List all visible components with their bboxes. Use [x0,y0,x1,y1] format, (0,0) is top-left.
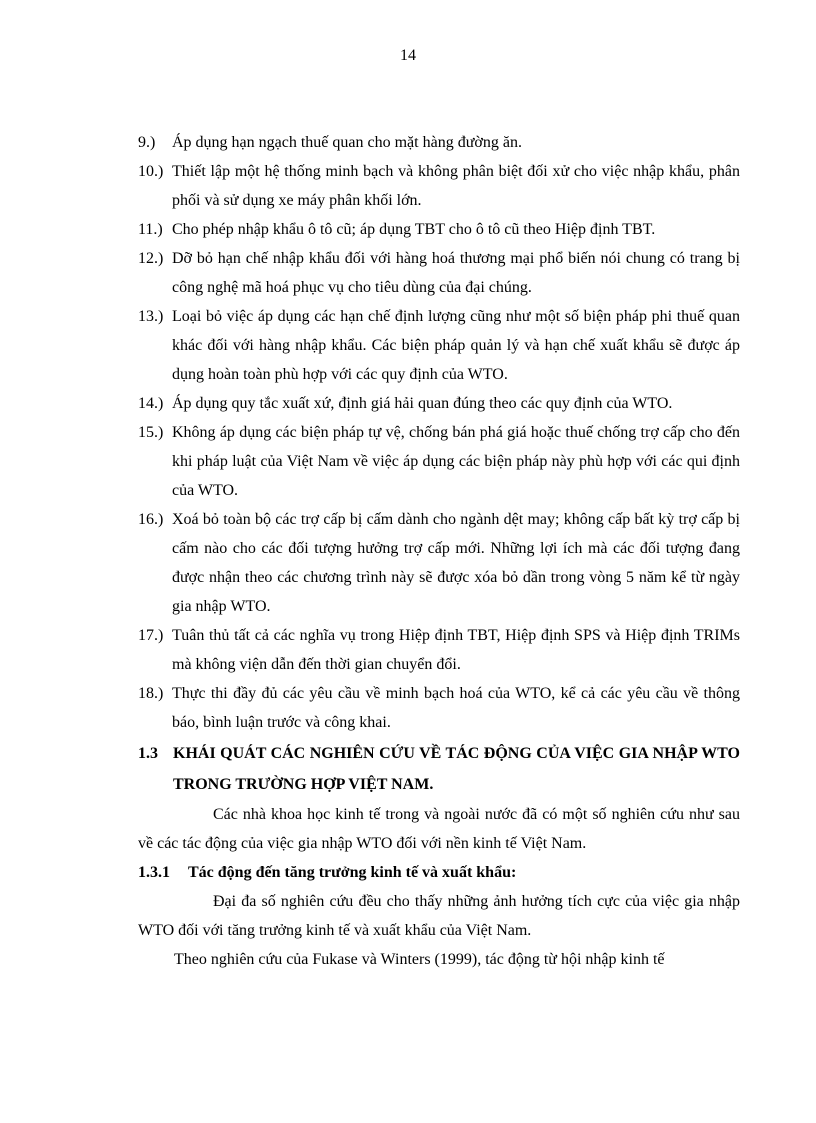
list-item-14 [138,389,740,418]
list-item-13 [138,302,740,389]
list-item-10 [138,157,740,215]
list-item-number: 12.) [138,250,164,267]
list-item-text: Dỡ bỏ hạn chế nhập khẩu đối với hàng hoá thương mại phổ biến nói chung có trang bị công nghệ mã hoá phục vụ cho tiêu dùng của đại chúng. [172,250,740,296]
list-item-17 [138,621,740,679]
list-item-number: 15.) [138,424,164,441]
list-item-12 [138,244,740,302]
subsection-paragraph-1: Đại đa số nghiên cứu đều cho thấy những ảnh hưởng tích cực của việc gia nhập WTO đối với tăng trưởng kinh tế và xuất khẩu của Việt Nam. [138,893,740,939]
document-body [138,128,740,974]
list-item-number: 11.) [138,221,163,238]
list-item-16 [138,505,740,621]
subsection-number: 1.3.1 [138,864,170,881]
list-item-number: 13.) [138,308,164,325]
subsection-title: Tác động đến tăng trưởng kinh tế và xuất khẩu: [188,864,517,881]
subsection-heading [138,858,740,887]
list-item-11 [138,215,740,244]
list-item-number: 14.) [138,395,164,412]
list-item-text: Xoá bỏ toàn bộ các trợ cấp bị cấm dành cho ngành dệt may; không cấp bất kỳ trợ cấp bị cấm nào cho các đối tượng hưởng trợ cấp mới. Những lợi ích mà các đối tượng đang được nhận theo các chương trình này sẽ được xóa bỏ dần trong vòng 5 năm kể từ ngày gia nhập WTO. [172,511,740,615]
list-item-number: 16.) [138,511,164,528]
page-number: 14 [400,47,416,64]
list-item-text: Áp dụng hạn ngạch thuế quan cho mặt hàng đường ăn. [172,134,522,151]
section-intro-paragraph: Các nhà khoa học kinh tế trong và ngoài nước đã có một số nghiên cứu như sau về các tác động của việc gia nhập WTO đối với nền kinh tế Việt Nam. [138,806,740,852]
subsection-paragraph-2: Theo nghiên cứu của Fukase và Winters (1999), tác động từ hội nhập kinh tế [174,951,665,968]
section-title: KHÁI QUÁT CÁC NGHIÊN CỨU VỀ TÁC ĐỘNG CỦA VIỆC GIA NHẬP WTO TRONG TRƯỜNG HỢP VIỆT NAM. [173,745,740,793]
list-item-15 [138,418,740,505]
list-item-number: 18.) [138,685,164,702]
section-number: 1.3 [138,745,158,762]
list-item-18 [138,679,740,737]
list-item-text: Tuân thủ tất cả các nghĩa vụ trong Hiệp định TBT, Hiệp định SPS và Hiệp định TRIMs mà không viện dẫn đến thời gian chuyển đổi. [172,627,740,673]
list-item-text: Thiết lập một hệ thống minh bạch và không phân biệt đối xử cho việc nhập khẩu, phân phối và sử dụng xe máy phân khối lớn. [172,163,740,209]
list-item-text: Cho phép nhập khẩu ô tô cũ; áp dụng TBT cho ô tô cũ theo Hiệp định TBT. [172,221,656,238]
list-item-text: Áp dụng quy tắc xuất xứ, định giá hải quan đúng theo các quy định của WTO. [172,395,673,412]
list-item-number: 9.) [138,134,156,151]
list-item-number: 17.) [138,627,164,644]
list-item-number: 10.) [138,163,164,180]
list-item-text: Loại bỏ việc áp dụng các hạn chế định lượng cũng như một số biện pháp phi thuế quan khác đối với hàng nhập khẩu. Các biện pháp quản lý và hạn chế xuất khẩu sẽ được áp dụng hoàn toàn phù hợp với các quy định của WTO. [172,308,740,383]
list-item-text: Không áp dụng các biện pháp tự vệ, chống bán phá giá hoặc thuế chống trợ cấp cho đến khi pháp luật của Việt Nam về việc áp dụng các biện pháp này phù hợp với các qui định của WTO. [172,424,740,499]
list-item-text: Thực thi đầy đủ các yêu cầu về minh bạch hoá của WTO, kể cả các yêu cầu về thông báo, bình luận trước và công khai. [172,685,740,731]
section-heading [138,738,740,800]
list-item-9 [138,128,740,157]
